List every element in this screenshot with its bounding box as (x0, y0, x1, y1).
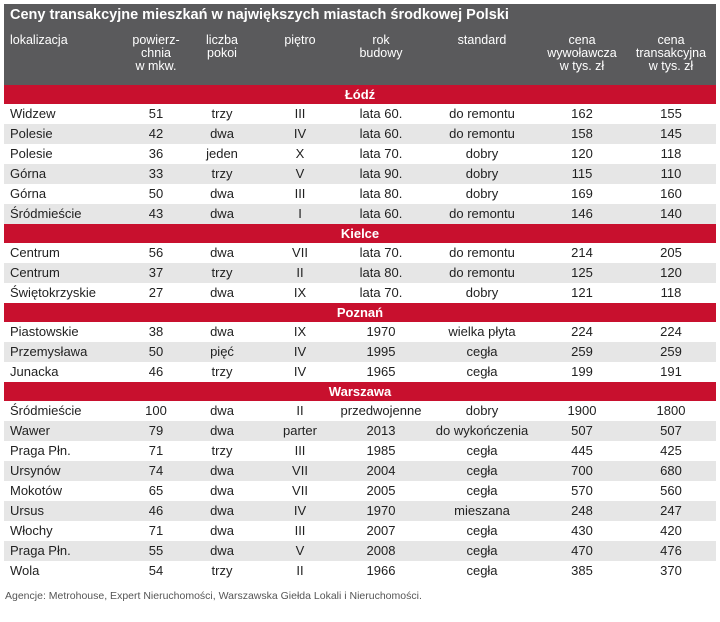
cell-rooms: jeden (206, 146, 238, 161)
cell-floor: V (295, 166, 305, 181)
table-row (4, 164, 716, 184)
cell-year: lata 60. (359, 206, 403, 221)
table-row (4, 561, 716, 581)
table-title: Ceny transakcyjne mieszkań w największych miastach środkowej Polski (10, 7, 509, 23)
cell-floor: IX (293, 285, 307, 300)
table-row (4, 421, 716, 441)
cell-standard: cegła (466, 523, 498, 538)
cell-transaction-price: 120 (660, 265, 682, 280)
cell-transaction-price: 191 (660, 364, 682, 379)
cell-floor: VII (292, 463, 308, 478)
cell-location: Śródmieście (10, 206, 82, 221)
cell-rooms: dwa (210, 186, 234, 201)
column-header-asking-price: cena wywoławcza w tys. zł (547, 33, 617, 73)
cell-rooms: trzy (211, 106, 233, 121)
city-section-header: Łódź (4, 85, 716, 104)
cell-floor: II (296, 563, 304, 578)
cell-location: Praga Płn. (10, 443, 71, 458)
table-row (4, 283, 716, 303)
cell-rooms: trzy (211, 166, 233, 181)
cell-transaction-price: 205 (660, 245, 682, 260)
cell-asking-price: 214 (571, 245, 593, 260)
cell-year: lata 60. (359, 126, 403, 141)
cell-transaction-price: 420 (660, 523, 682, 538)
cell-location: Świętokrzyskie (10, 285, 96, 300)
cell-standard: cegła (466, 563, 498, 578)
cell-year: przedwojenne (340, 403, 422, 418)
cell-transaction-price: 680 (660, 463, 682, 478)
cell-transaction-price: 118 (660, 146, 682, 161)
cell-location: Widzew (10, 106, 56, 121)
table-row (4, 501, 716, 521)
cell-asking-price: 248 (571, 503, 593, 518)
cell-asking-price: 224 (571, 324, 593, 339)
table-row (4, 441, 716, 461)
cell-floor: II (296, 403, 304, 418)
cell-asking-price: 507 (571, 423, 593, 438)
cell-asking-price: 158 (571, 126, 593, 141)
table-row (4, 481, 716, 501)
cell-rooms: dwa (210, 483, 234, 498)
cell-standard: do remontu (449, 245, 515, 260)
cell-transaction-price: 476 (660, 543, 682, 558)
cell-transaction-price: 160 (660, 186, 682, 201)
cell-floor: I (298, 206, 302, 221)
cell-transaction-price: 247 (660, 503, 682, 518)
cell-location: Junacka (10, 364, 59, 379)
cell-floor: IV (293, 503, 307, 518)
cell-standard: mieszana (454, 503, 510, 518)
column-header-floor: piętro (284, 33, 316, 47)
table-row (4, 521, 716, 541)
cell-area: 71 (148, 443, 164, 458)
cell-standard: do remontu (449, 126, 515, 141)
cell-area: 56 (148, 245, 164, 260)
column-header-area: powierz- chnia w mkw. (132, 33, 180, 73)
cell-area: 46 (148, 503, 164, 518)
cell-asking-price: 445 (571, 443, 593, 458)
cell-standard: do remontu (449, 106, 515, 121)
cell-year: 1995 (366, 344, 396, 359)
table-body (4, 85, 716, 581)
cell-asking-price: 700 (571, 463, 593, 478)
cell-area: 51 (148, 106, 164, 121)
cell-area: 74 (148, 463, 164, 478)
cell-area: 38 (148, 324, 164, 339)
table-row (4, 401, 716, 421)
city-section-header: Poznań (4, 303, 716, 322)
cell-location: Centrum (10, 245, 60, 260)
cell-transaction-price: 140 (660, 206, 682, 221)
cell-rooms: trzy (211, 265, 233, 280)
cell-floor: IV (293, 126, 307, 141)
cell-floor: III (294, 523, 306, 538)
cell-rooms: pięć (210, 344, 234, 359)
table-row (4, 362, 716, 382)
cell-asking-price: 162 (571, 106, 593, 121)
cell-standard: cegła (466, 344, 498, 359)
cell-floor: III (294, 106, 306, 121)
cell-transaction-price: 259 (660, 344, 682, 359)
column-header-rooms: liczba pokoi (206, 33, 238, 60)
cell-rooms: dwa (210, 206, 234, 221)
cell-area: 50 (148, 186, 164, 201)
cell-asking-price: 385 (571, 563, 593, 578)
cell-year: 1966 (366, 563, 396, 578)
cell-standard: wielka płyta (448, 324, 516, 339)
cell-area: 42 (148, 126, 164, 141)
cell-year: 1970 (366, 503, 396, 518)
cell-year: 2008 (366, 543, 396, 558)
cell-transaction-price: 145 (660, 126, 682, 141)
city-section-header: Kielce (4, 224, 716, 243)
cell-year: 2004 (366, 463, 396, 478)
cell-year: 1985 (366, 443, 396, 458)
cell-floor: V (295, 543, 305, 558)
cell-standard: dobry (465, 186, 499, 201)
cell-year: lata 90. (359, 166, 403, 181)
city-section-header: Warszawa (4, 382, 716, 401)
cell-area: 33 (148, 166, 164, 181)
cell-asking-price: 570 (571, 483, 593, 498)
cell-rooms: dwa (210, 503, 234, 518)
cell-year: lata 60. (359, 106, 403, 121)
cell-standard: do remontu (449, 265, 515, 280)
table-row (4, 263, 716, 283)
table-header (4, 4, 716, 85)
price-table-figure (4, 4, 716, 602)
cell-floor: IV (293, 364, 307, 379)
table-row (4, 204, 716, 224)
cell-location: Mokotów (10, 483, 63, 498)
cell-rooms: dwa (210, 543, 234, 558)
cell-asking-price: 470 (571, 543, 593, 558)
cell-rooms: dwa (210, 245, 234, 260)
cell-floor: VII (292, 483, 308, 498)
cell-transaction-price: 425 (660, 443, 682, 458)
cell-transaction-price: 155 (660, 106, 682, 121)
cell-standard: cegła (466, 364, 498, 379)
cell-floor: VII (292, 245, 308, 260)
cell-standard: do wykończenia (435, 423, 529, 438)
cell-location: Wawer (10, 423, 50, 438)
cell-year: lata 70. (359, 285, 403, 300)
cell-rooms: dwa (210, 126, 234, 141)
cell-asking-price: 1900 (567, 403, 597, 418)
cell-area: 27 (148, 285, 164, 300)
cell-asking-price: 259 (571, 344, 593, 359)
table-row (4, 342, 716, 362)
cell-location: Śródmieście (10, 403, 82, 418)
table-row (4, 184, 716, 204)
cell-rooms: dwa (210, 423, 234, 438)
cell-floor: II (296, 265, 304, 280)
cell-area: 65 (148, 483, 164, 498)
cell-floor: IX (293, 324, 307, 339)
cell-asking-price: 169 (571, 186, 593, 201)
cell-rooms: dwa (210, 403, 234, 418)
cell-floor: III (294, 186, 306, 201)
cell-year: lata 80. (359, 265, 403, 280)
cell-year: lata 70. (359, 146, 403, 161)
cell-rooms: trzy (211, 443, 233, 458)
cell-standard: dobry (465, 166, 499, 181)
cell-rooms: dwa (210, 285, 234, 300)
cell-standard: cegła (466, 483, 498, 498)
cell-standard: cegła (466, 543, 498, 558)
cell-area: 79 (148, 423, 164, 438)
cell-area: 50 (148, 344, 164, 359)
cell-area: 55 (148, 543, 164, 558)
column-header-location: lokalizacja (10, 33, 68, 47)
cell-transaction-price: 560 (660, 483, 682, 498)
cell-standard: do remontu (449, 206, 515, 221)
cell-standard: cegła (466, 443, 498, 458)
cell-location: Wola (10, 563, 40, 578)
cell-area: 37 (148, 265, 164, 280)
cell-year: 1965 (366, 364, 396, 379)
cell-year: 2013 (366, 423, 396, 438)
cell-asking-price: 120 (571, 146, 593, 161)
cell-floor: parter (283, 423, 317, 438)
cell-location: Centrum (10, 265, 60, 280)
cell-location: Przemysława (10, 344, 88, 359)
cell-rooms: dwa (210, 324, 234, 339)
table-row (4, 541, 716, 561)
cell-asking-price: 146 (571, 206, 593, 221)
table-row (4, 322, 716, 342)
cell-transaction-price: 370 (660, 563, 682, 578)
cell-year: 2007 (366, 523, 396, 538)
cell-area: 100 (145, 403, 167, 418)
cell-transaction-price: 224 (660, 324, 682, 339)
cell-location: Polesie (10, 146, 53, 161)
cell-location: Ursus (10, 503, 44, 518)
cell-asking-price: 121 (571, 285, 593, 300)
table-row (4, 104, 716, 124)
cell-asking-price: 199 (571, 364, 593, 379)
cell-rooms: trzy (211, 364, 233, 379)
column-header-year: rok budowy (359, 33, 403, 60)
cell-asking-price: 125 (571, 265, 593, 280)
cell-transaction-price: 110 (660, 166, 682, 181)
cell-transaction-price: 1800 (656, 403, 686, 418)
cell-location: Praga Płn. (10, 543, 71, 558)
cell-year: lata 70. (359, 245, 403, 260)
cell-location: Ursynów (10, 463, 61, 478)
cell-area: 46 (148, 364, 164, 379)
cell-location: Włochy (10, 523, 53, 538)
cell-asking-price: 430 (571, 523, 593, 538)
cell-standard: cegła (466, 463, 498, 478)
cell-transaction-price: 507 (660, 423, 682, 438)
column-header-standard: standard (457, 33, 507, 47)
cell-floor: III (294, 443, 306, 458)
table-row (4, 243, 716, 263)
cell-location: Górna (10, 186, 47, 201)
cell-year: 1970 (366, 324, 396, 339)
cell-location: Górna (10, 166, 47, 181)
cell-asking-price: 115 (571, 166, 593, 181)
table-row (4, 144, 716, 164)
cell-area: 43 (148, 206, 164, 221)
cell-location: Piastowskie (10, 324, 79, 339)
cell-transaction-price: 118 (660, 285, 682, 300)
cell-area: 54 (148, 563, 164, 578)
table-row (4, 461, 716, 481)
source-note: Agencje: Metrohouse, Expert Nieruchomości, Warszawska Giełda Lokali i Nieruchomości. (5, 590, 422, 602)
cell-area: 71 (148, 523, 164, 538)
cell-year: lata 80. (359, 186, 403, 201)
cell-location: Polesie (10, 126, 53, 141)
cell-year: 2005 (366, 483, 396, 498)
cell-standard: dobry (465, 403, 499, 418)
cell-standard: dobry (465, 285, 499, 300)
cell-area: 36 (148, 146, 164, 161)
cell-standard: dobry (465, 146, 499, 161)
table-row (4, 124, 716, 144)
cell-floor: X (295, 146, 305, 161)
cell-rooms: dwa (210, 463, 234, 478)
column-header-transaction-price: cena transakcyjna w tys. zł (635, 33, 707, 73)
cell-rooms: dwa (210, 523, 234, 538)
cell-floor: IV (293, 344, 307, 359)
cell-rooms: trzy (211, 563, 233, 578)
